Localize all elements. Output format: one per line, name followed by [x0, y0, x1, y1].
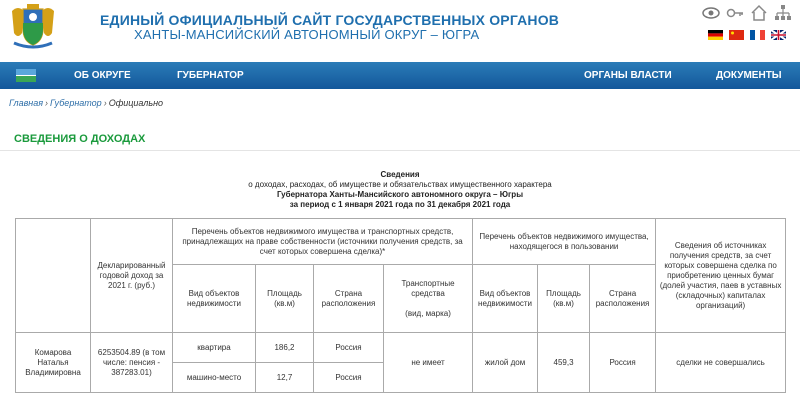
table-header-area: Площадь (кв.м) [256, 265, 314, 333]
table-cell-owned-type: квартира [173, 333, 256, 363]
table-cell-owned-country: Россия [314, 363, 384, 393]
table-header-declared-income: Декларированный годовой доход за 2021 г. (руб.) [91, 219, 173, 333]
table-cell-owned-area: 186,2 [256, 333, 314, 363]
table-header-name [16, 219, 91, 333]
table-row [16, 333, 786, 363]
table-header-used-area: Площадь (кв.м) [538, 265, 590, 333]
title-divider [0, 150, 800, 151]
key-icon[interactable] [726, 4, 744, 22]
table-cell-vehicles: не имеет [384, 333, 473, 393]
breadcrumb-home[interactable]: Главная [9, 98, 44, 108]
nav-item-documents[interactable]: ДОКУМЕНТЫ [716, 70, 782, 81]
document-heading [0, 170, 800, 210]
page-title: СВЕДЕНИЯ О ДОХОДАХ [14, 133, 146, 145]
table-header-country: Страна расположения [314, 265, 384, 333]
document-heading-title: Сведения [380, 170, 420, 179]
site-header [0, 0, 800, 62]
table-header-owned-property: Перечень объектов недвижимого имущества и транспортных средств, принадлежащих на праве собственности (источники получения средств, за счет которых совершена сделка)* [173, 219, 473, 265]
nav-item-governor[interactable]: ГУБЕРНАТОР [177, 70, 244, 81]
nav-item-about-okrug[interactable]: ОБ ОКРУГЕ [74, 70, 131, 81]
table-cell-sources: сделки не совершались [656, 333, 786, 393]
header-tools [702, 4, 792, 22]
french-flag-icon[interactable] [750, 30, 765, 40]
table-header-vehicles [384, 265, 473, 333]
eye-icon[interactable] [702, 4, 720, 22]
okrug-flag-icon[interactable] [16, 69, 36, 82]
english-flag-icon[interactable] [771, 30, 786, 40]
table-header-vehicles-note: (вид, марка) [405, 308, 451, 318]
table-cell-used-type: жилой дом [473, 333, 538, 393]
breadcrumb-current: Официально [108, 98, 164, 108]
chinese-flag-icon[interactable] [729, 30, 744, 40]
table-header-vehicles-label: Транспортные средства [401, 278, 455, 298]
table-cell-used-country: Россия [590, 333, 656, 393]
document-heading-line: Губернатора Ханты-Мансийского автономного округа – Югры [276, 190, 524, 199]
income-table [15, 218, 786, 393]
breadcrumb-separator: › [45, 98, 49, 108]
table-cell-name: Комарова Наталья Владимировна [16, 333, 91, 393]
breadcrumb [9, 98, 163, 108]
site-subtitle: ХАНТЫ-МАНСИЙСКИЙ АВТОНОМНЫЙ ОКРУГ – ЮГРА [134, 27, 480, 42]
table-header-used-property: Перечень объектов недвижимого имущества, находящегося в пользовании [473, 219, 656, 265]
table-header-used-country: Страна расположения [590, 265, 656, 333]
breadcrumb-governor[interactable]: Губернатор [50, 98, 102, 108]
table-cell-owned-country: Россия [314, 333, 384, 363]
table-header-used-type: Вид объектов недвижимости [473, 265, 538, 333]
german-flag-icon[interactable] [708, 30, 723, 40]
document-heading-line: о доходах, расходах, об имуществе и обязательствах имущественного характера [248, 180, 552, 189]
table-header-property-type: Вид объектов недвижимости [173, 265, 256, 333]
breadcrumb-separator: › [103, 98, 107, 108]
table-cell-used-area: 459,3 [538, 333, 590, 393]
table-cell-owned-area: 12,7 [256, 363, 314, 393]
document-heading-line: за период с 1 января 2021 года по 31 декабря 2021 года [289, 200, 511, 209]
home-icon[interactable] [750, 4, 768, 22]
site-title: ЕДИНЫЙ ОФИЦИАЛЬНЫЙ САЙТ ГОСУДАРСТВЕННЫХ ОРГАНОВ [100, 12, 560, 28]
table-cell-income: 6253504.89 (в том числе: пенсия - 387283.01) [91, 333, 173, 393]
language-flags [708, 30, 788, 40]
nav-item-authorities[interactable]: ОРГАНЫ ВЛАСТИ [584, 70, 672, 81]
table-cell-owned-type: машино-место [173, 363, 256, 393]
coat-of-arms-emblem[interactable] [8, 3, 58, 51]
sitemap-icon[interactable] [774, 4, 792, 22]
table-header-sources: Сведения об источниках получения средств, за счет которых совершена сделка по приобретению ценных бумаг (долей участия, паев в уставных (складочных) капиталах организаций) [656, 219, 786, 333]
